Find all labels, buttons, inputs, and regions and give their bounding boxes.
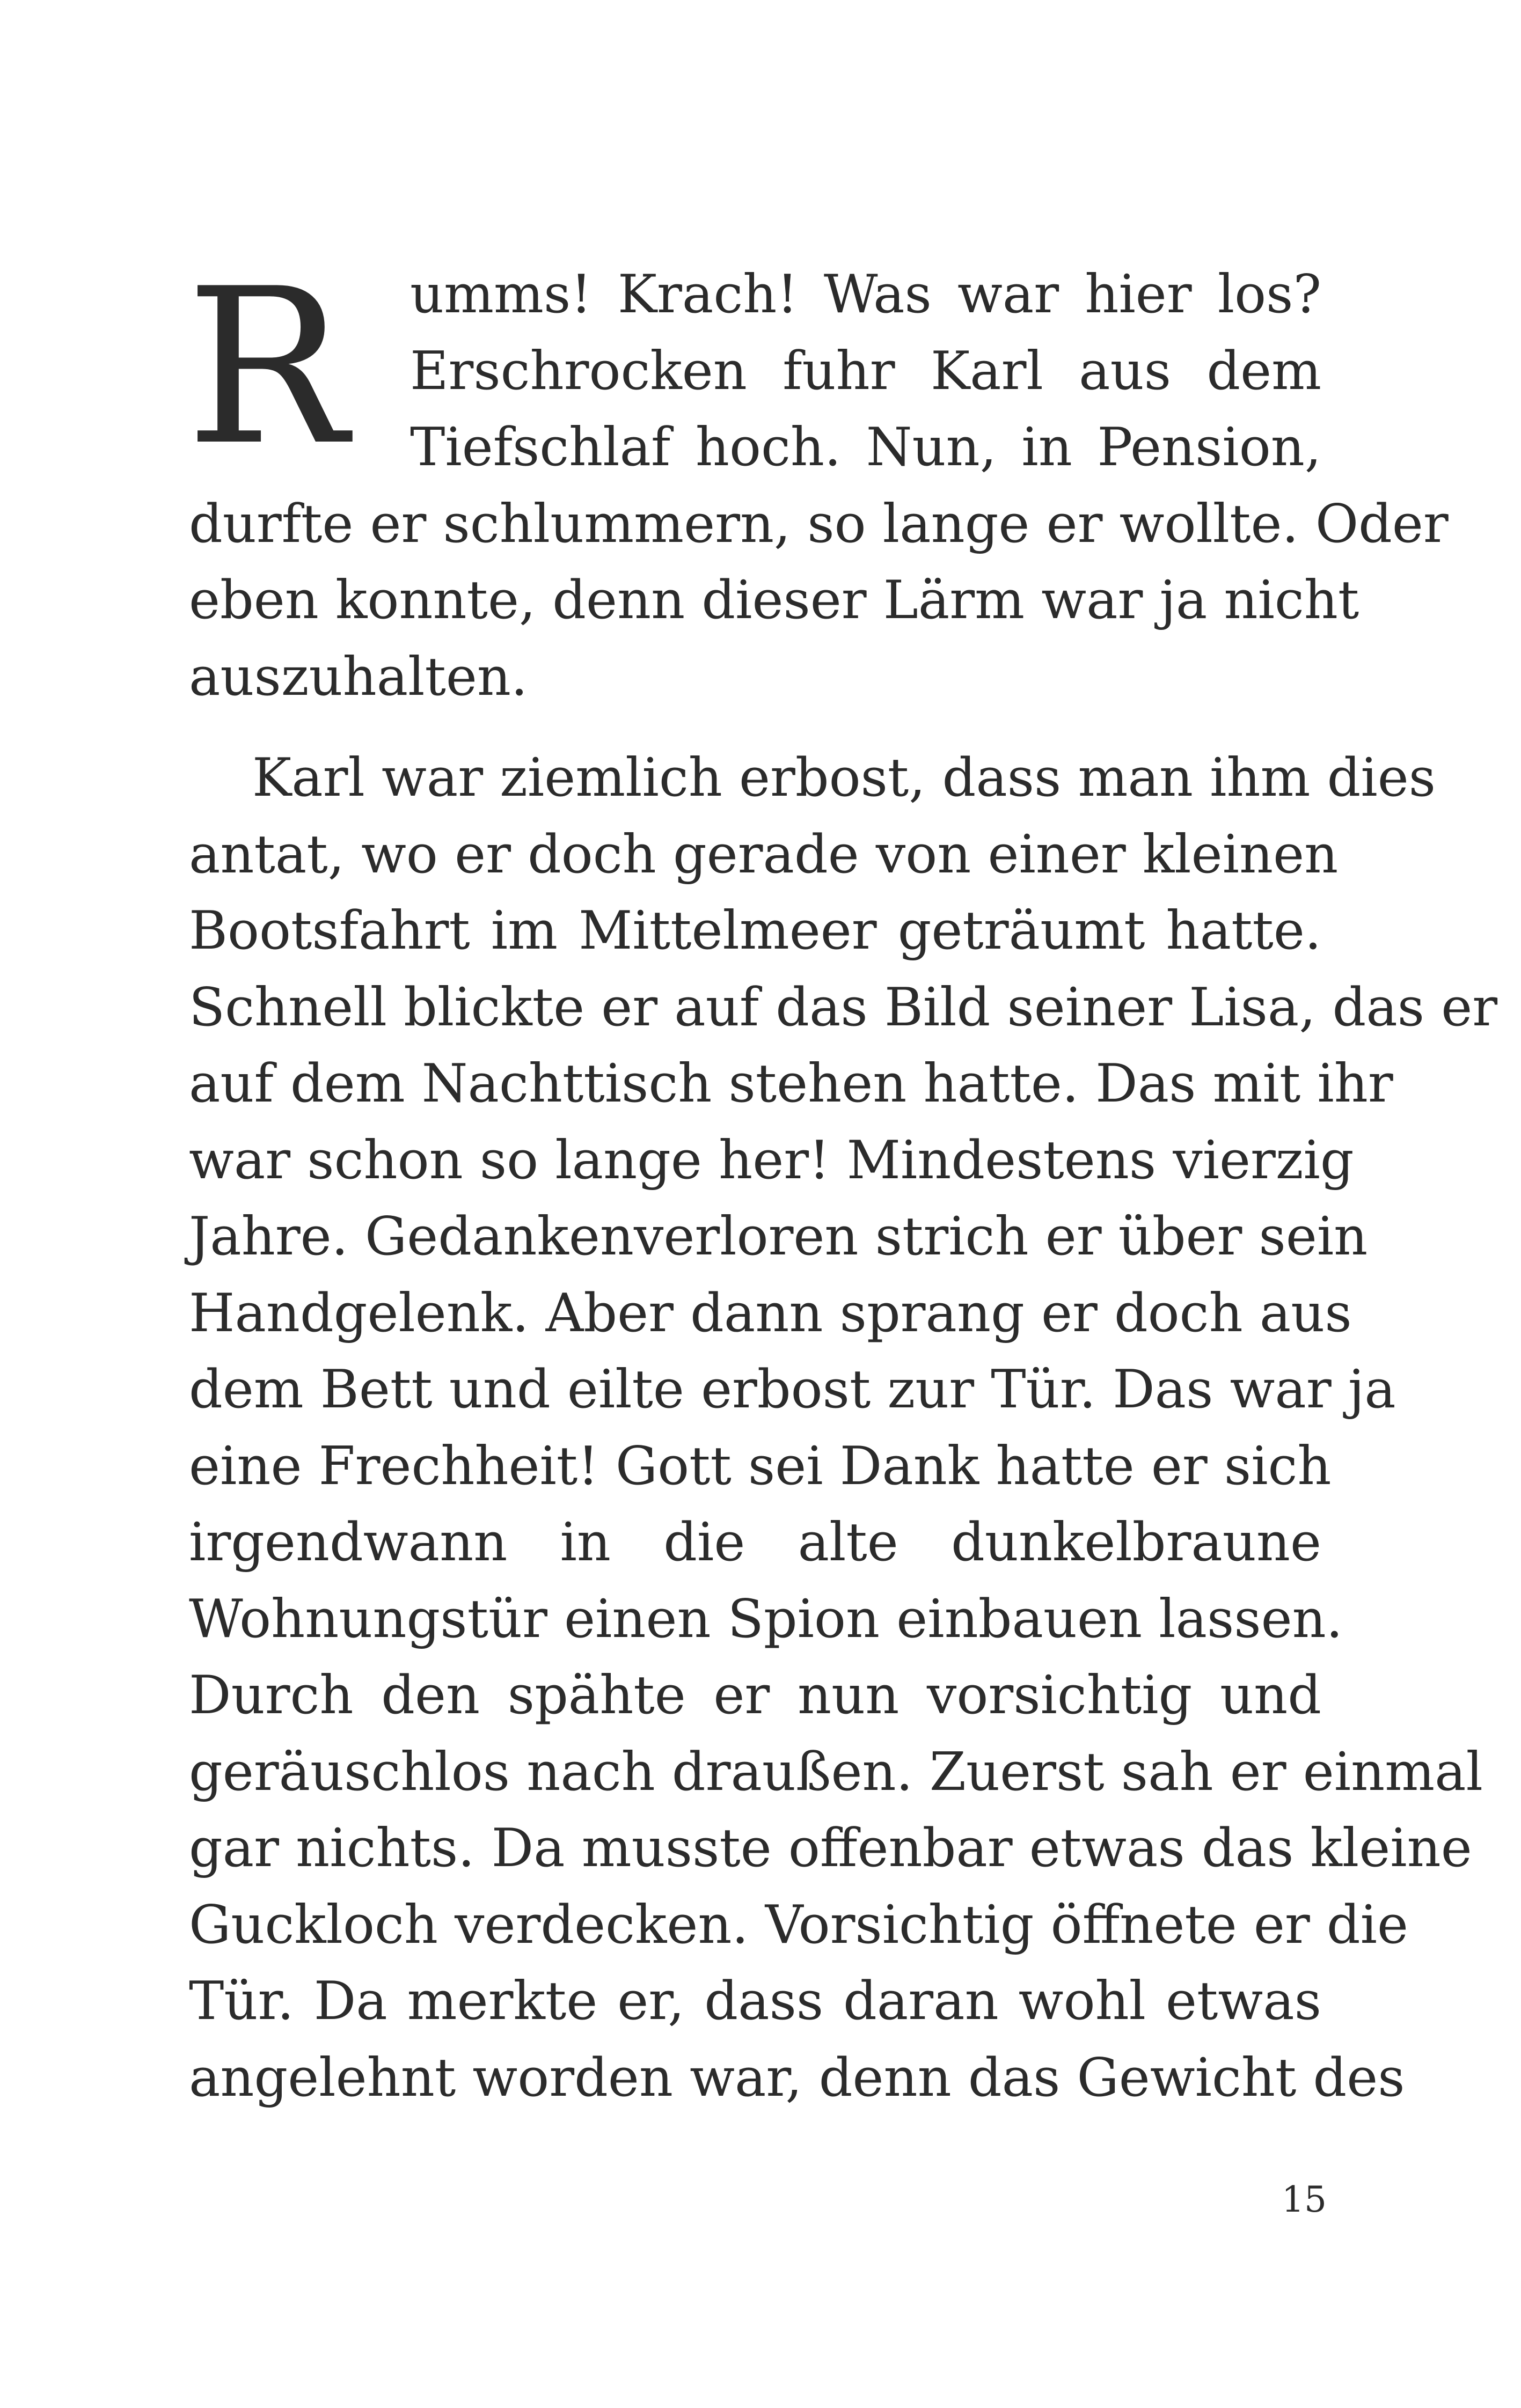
text-line: eben konnte, denn dieser Lärm war ja nicht (189, 570, 1359, 631)
text-line: irgendwann in die alte dunkelbraune (189, 1512, 1321, 1573)
text-line: Tiefschlaf hoch. Nun, in Pension, (410, 417, 1321, 478)
paragraph-2 (189, 740, 1498, 2116)
text-line: Schnell blickte er auf das Bild seiner Lisa, das er (189, 977, 1498, 1038)
text-line: dem Bett und eilte erbost zur Tür. Das war ja (189, 1359, 1396, 1420)
text-line: Durch den spähte er nun vorsichtig und (189, 1665, 1321, 1726)
page-number: 15 (1282, 2179, 1327, 2220)
text-line: Karl war ziemlich erbost, dass man ihm dies (252, 747, 1436, 809)
text-line: angelehnt worden war, denn das Gewicht des (189, 2047, 1405, 2109)
text-line: Tür. Da merkte er, dass daran wohl etwas (189, 1971, 1321, 2032)
text-line: war schon so lange her! Mindestens vierzig (189, 1129, 1354, 1191)
text-line: auszuhalten. (189, 646, 528, 708)
text-line: eine Frechheit! Gott sei Dank hatte er sich (189, 1435, 1332, 1497)
text-line: durfte er schlummern, so lange er wollte. Oder (189, 493, 1449, 555)
text-line: gar nichts. Da musste offenbar etwas das kleine (189, 1818, 1472, 1879)
body-text (186, 243, 1498, 2116)
text-line: Guckloch verdecken. Vorsichtig öffnete er die (189, 1894, 1408, 1956)
paragraph-1 (189, 256, 1449, 715)
text-line: Bootsfahrt im Mittelmeer geträumt hatte. (189, 900, 1321, 961)
text-line: Handgelenk. Aber dann sprang er doch aus (189, 1282, 1352, 1344)
text-line: umms! Krach! Was war hier los? (410, 264, 1321, 325)
text-line: geräuschlos nach draußen. Zuerst sah er einmal (189, 1741, 1483, 1803)
text-line: Wohnungstür einen Spion einbauen lassen. (189, 1588, 1343, 1650)
text-line: Erschrocken fuhr Karl aus dem (410, 340, 1321, 402)
drop-cap: R (186, 243, 348, 493)
text-line: auf dem Nachttisch stehen hatte. Das mit ihr (189, 1053, 1393, 1114)
text-line: antat, wo er doch gerade von einer kleinen (189, 824, 1339, 885)
text-line: Jahre. Gedankenverloren strich er über sein (189, 1206, 1368, 1267)
